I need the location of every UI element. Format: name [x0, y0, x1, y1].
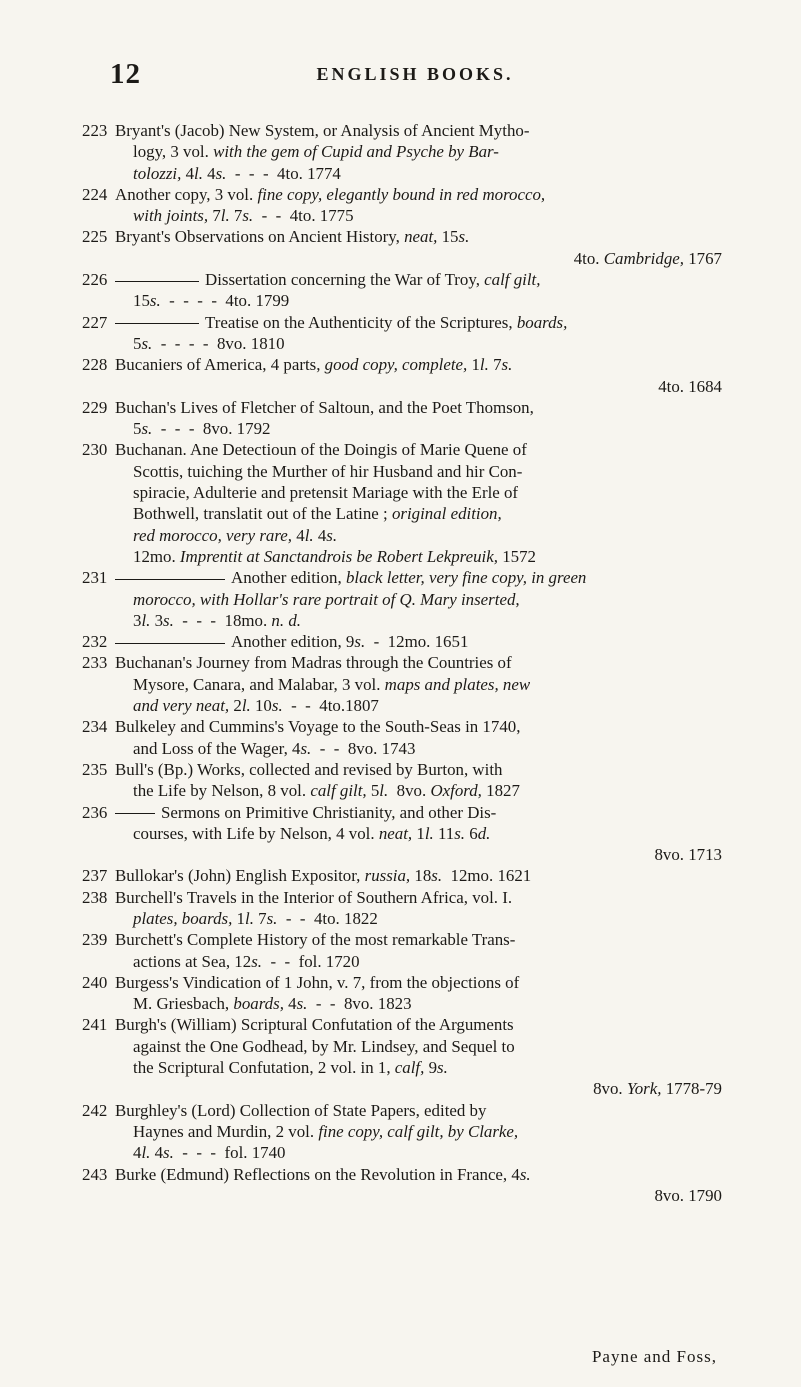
text-run: Buchanan. Ane Detectioun of the Doingis of Marie Quene of: [115, 440, 527, 460]
entry-line: [115, 1036, 722, 1057]
text-run: the Scriptural Confutation, 2 vol. in 1,: [133, 1058, 395, 1078]
entry-line: [115, 823, 722, 844]
italic-text: tolozzi,: [133, 163, 182, 183]
text-run: - - 8vo. 1743: [311, 738, 416, 758]
text-run: spiracie, Adulterie and pretensit Mariage with the Erle of: [133, 483, 519, 503]
italic-text: s.: [149, 291, 161, 311]
text-run: 12mo.: [133, 546, 180, 566]
italic-text: s.: [141, 419, 153, 439]
entry-line: [115, 589, 722, 610]
entry-line: [115, 716, 722, 737]
italic-text: with joints,: [133, 206, 209, 226]
italic-text: plates, boards,: [133, 908, 233, 928]
text-run: M. Griesbach,: [133, 994, 234, 1014]
ditto-dash: [115, 813, 155, 814]
italic-text: fine copy, elegantly bound in red morocco,: [257, 184, 546, 204]
italic-text: n. d.: [271, 610, 301, 630]
text-run: - - - 18mo.: [173, 610, 272, 630]
text-run: 5: [366, 781, 380, 801]
entry-line: [115, 397, 722, 418]
text-run: - - - 8vo. 1792: [152, 419, 271, 439]
page-footer: Payne and Foss,: [591, 1347, 717, 1366]
text-run: Buchanan's Journey from Madras through the Countries of: [115, 653, 512, 673]
catalogue-entry: [82, 1014, 722, 1099]
italic-text: s.: [354, 632, 366, 652]
ditto-dash: [115, 643, 225, 644]
entry-number: 230: [82, 440, 108, 460]
catalogue-entry: [82, 1164, 722, 1207]
text-run: - - 4to.1807: [282, 696, 379, 716]
entry-line: [115, 503, 722, 524]
text-run: Bryant's (Jacob) New System, or Analysis of Ancient Mytho-: [115, 121, 530, 140]
text-run: Bucaniers of America, 4 parts,: [115, 355, 325, 375]
text-run: 4: [150, 1143, 164, 1163]
text-run: 5: [133, 333, 142, 353]
italic-text: l.: [304, 525, 314, 545]
catalogue-entry: [82, 312, 722, 355]
catalogue-entry: [82, 716, 722, 759]
text-run: - - fol. 1720: [262, 951, 360, 971]
entry-line: [115, 333, 722, 354]
page-number: 12: [110, 58, 141, 90]
text-run: 4: [313, 525, 327, 545]
catalogue-entry: [82, 567, 722, 631]
text-run: Buchan's Lives of Fletcher of Saltoun, and the Poet Thomson,: [115, 397, 534, 417]
catalogue-entry: [82, 184, 722, 227]
italic-text: Imprentit at Sanctandrois be Robert Lekpreuik,: [179, 546, 498, 566]
text-run: 15: [437, 227, 459, 247]
text-run: 3: [150, 610, 164, 630]
entry-line: [115, 354, 722, 375]
text-run: 5: [133, 419, 142, 439]
entry-number: 243: [82, 1164, 108, 1184]
entry-line: [115, 248, 722, 269]
text-run: Bull's (Bp.) Works, collected and revised by Burton, with: [115, 759, 503, 779]
entry-line: [115, 141, 722, 162]
text-run: Sermons on Primitive Christianity, and other Dis-: [161, 802, 497, 822]
text-run: Burchell's Travels in the Interior of Southern Africa, vol. I.: [115, 887, 513, 907]
entry-line: [115, 1014, 722, 1035]
text-run: 4to. 1684: [658, 376, 722, 396]
text-run: 4: [202, 163, 216, 183]
entry-number: 233: [82, 653, 108, 673]
text-run: 1827: [481, 781, 520, 801]
italic-text: boards,: [233, 994, 284, 1014]
text-run: Bothwell, translatit out of the Latine ;: [133, 504, 392, 524]
text-run: Bulkeley and Cummins's Voyage to the South-Seas in 1740,: [115, 717, 521, 737]
entry-line: [115, 759, 722, 780]
italic-text: s.: [454, 823, 466, 843]
italic-text: s.: [431, 866, 443, 886]
text-run: - - - 4to. 1774: [226, 163, 341, 183]
entry-line: [115, 163, 722, 184]
italic-text: s.: [296, 994, 308, 1014]
text-run: 4to.: [573, 248, 604, 268]
text-run: 2: [229, 696, 242, 716]
text-run: 18: [410, 866, 432, 886]
catalogue-entry: [82, 354, 722, 397]
italic-text: calf gilt,: [310, 781, 367, 801]
text-run: Burke (Edmund) Reflections on the Revolution in France, 4: [115, 1164, 520, 1184]
text-run: courses, with Life by Nelson, 4 vol.: [133, 823, 379, 843]
catalogue-entry: [82, 120, 722, 184]
text-run: against the One Godhead, by Mr. Lindsey, and Sequel to: [133, 1036, 515, 1056]
italic-text: black letter, very fine copy, in green: [345, 568, 587, 588]
text-run: - - 8vo. 1823: [307, 994, 412, 1014]
text-run: - - - - 8vo. 1810: [152, 333, 285, 353]
catalogue-entry: [82, 802, 722, 866]
italic-text: russia,: [364, 866, 411, 886]
text-run: 4: [292, 525, 305, 545]
italic-text: and very neat,: [133, 696, 230, 716]
italic-text: s.: [501, 355, 513, 375]
text-run: 10: [250, 696, 272, 716]
page-header: [110, 58, 720, 94]
text-run: 7: [229, 206, 243, 226]
text-run: Burchett's Complete History of the most remarkable Trans-: [115, 930, 516, 950]
entry-line: [115, 929, 722, 950]
entry-line: [115, 631, 722, 652]
italic-text: Cambridge,: [603, 248, 684, 268]
entry-line: [115, 802, 722, 823]
entry-number: 241: [82, 1015, 108, 1035]
italic-text: s.: [519, 1164, 531, 1184]
text-run: - - - - 4to. 1799: [160, 291, 290, 311]
text-run: Bullokar's (John) English Expositor,: [115, 866, 365, 886]
entry-line: [115, 461, 722, 482]
entry-number: 238: [82, 887, 108, 907]
text-run: Another edition,: [231, 568, 346, 588]
text-run: 1: [412, 823, 425, 843]
italic-text: s.: [326, 525, 338, 545]
text-run: Burgh's (William) Scriptural Confutation of the Arguments: [115, 1015, 514, 1035]
text-run: 1572: [497, 546, 536, 566]
italic-text: l.: [245, 908, 254, 928]
entry-number: 234: [82, 717, 108, 737]
entry-line: [115, 120, 722, 141]
entry-line: [115, 1164, 722, 1185]
text-run: - - - fol. 1740: [173, 1143, 286, 1163]
italic-text: l.: [141, 610, 151, 630]
entry-number: 236: [82, 802, 108, 822]
text-run: 9: [424, 1058, 438, 1078]
entry-line: [115, 780, 722, 801]
text-run: actions at Sea, 12: [133, 951, 252, 971]
entry-line: [115, 546, 722, 567]
text-run: Bryant's Observations on Ancient History,: [115, 227, 405, 247]
text-run: 15: [133, 291, 150, 311]
text-run: 1767: [683, 248, 722, 268]
entry-line: [115, 418, 722, 439]
text-run: logy, 3 vol.: [133, 142, 214, 162]
italic-text: morocco, with Hollar's rare portrait of Q. Mary inserted,: [133, 589, 520, 609]
entry-line: [115, 652, 722, 673]
catalogue-entry: [82, 865, 722, 886]
text-run: - - 4to. 1775: [253, 206, 354, 226]
italic-text: boards,: [516, 312, 568, 332]
italic-text: calf gilt,: [484, 270, 541, 290]
entry-line: [115, 312, 722, 333]
italic-text: maps and plates, new: [384, 674, 531, 694]
italic-text: s.: [437, 1058, 448, 1078]
entry-number: 224: [82, 184, 108, 204]
text-run: 4: [133, 1143, 142, 1163]
entry-line: [115, 226, 722, 247]
italic-text: s.: [215, 163, 227, 183]
italic-text: fine copy, calf gilt, by Clarke,: [318, 1121, 519, 1141]
italic-text: with the gem of Cupid and Psyche by Bar-: [213, 142, 499, 162]
catalogue-entry: [82, 226, 722, 269]
entry-number: 225: [82, 227, 108, 247]
italic-text: Oxford,: [430, 781, 482, 801]
text-run: 1: [232, 908, 245, 928]
text-run: and Loss of the Wager, 4: [133, 738, 301, 758]
entry-line: [115, 908, 722, 929]
entry-number: 242: [82, 1100, 108, 1120]
italic-text: good copy, complete,: [324, 355, 468, 375]
text-run: Burghley's (Lord) Collection of State Papers, edited by: [115, 1100, 487, 1120]
entry-line: [115, 1121, 722, 1142]
entry-line: [115, 439, 722, 460]
text-run: Burgess's Vindication of 1 John, v. 7, from the objections of: [115, 972, 520, 992]
catalogue-entry: [82, 1100, 722, 1164]
italic-text: d.: [477, 823, 491, 843]
catalogue-entry: [82, 929, 722, 972]
italic-text: l.: [220, 206, 230, 226]
text-run: the Life by Nelson, 8 vol.: [133, 781, 311, 801]
text-run: 4: [283, 994, 297, 1014]
text-run: Haynes and Murdin, 2 vol.: [133, 1121, 319, 1141]
italic-text: s.: [458, 227, 470, 247]
text-run: 3: [133, 610, 142, 630]
text-run: 4: [181, 163, 195, 183]
italic-text: s.: [242, 206, 254, 226]
text-run: 1: [467, 355, 480, 375]
ditto-dash: [115, 323, 199, 324]
text-run: - 12mo. 1651: [365, 632, 469, 652]
entry-number: 235: [82, 759, 108, 779]
entry-line: [115, 1057, 722, 1078]
entry-line: [115, 482, 722, 503]
catalogue-entry: [82, 759, 722, 802]
text-run: 7: [253, 908, 267, 928]
entry-line: [115, 1100, 722, 1121]
entry-number: 223: [82, 121, 108, 140]
catalogue-entry: [82, 397, 722, 440]
catalogue-entry: [82, 439, 722, 567]
entry-line: [115, 184, 722, 205]
italic-text: l.: [479, 355, 489, 375]
italic-text: s.: [163, 610, 174, 630]
text-run: Scottis, tuiching the Murther of hir Husband and hir Con-: [133, 461, 523, 481]
catalogue-entry: [82, 631, 722, 652]
italic-text: l.: [424, 823, 434, 843]
entry-line: [115, 1142, 722, 1163]
entry-number: 227: [82, 312, 108, 332]
text-run: 12mo. 1621: [442, 866, 532, 886]
entry-line: [115, 376, 722, 397]
entry-number: 228: [82, 355, 108, 375]
catalogue-entry: [82, 887, 722, 930]
text-run: 8vo. 1790: [654, 1185, 722, 1205]
italic-text: s.: [163, 1143, 174, 1163]
catalogue-entry: [82, 269, 722, 312]
italic-text: calf,: [394, 1058, 425, 1078]
italic-text: neat,: [378, 823, 413, 843]
running-title: ENGLISH BOOKS.: [316, 64, 514, 84]
entry-number: 231: [82, 568, 108, 588]
italic-text: l.: [379, 781, 389, 801]
ditto-dash: [115, 579, 225, 580]
italic-text: neat,: [404, 227, 438, 247]
text-run: 8vo.: [593, 1079, 627, 1099]
text-run: 7: [208, 206, 221, 226]
entry-number: 240: [82, 972, 108, 992]
text-run: 1778-79: [661, 1079, 722, 1099]
italic-text: York,: [626, 1079, 662, 1099]
text-run: - - 4to. 1822: [277, 908, 378, 928]
text-run: 11: [433, 823, 455, 843]
text-run: 8vo. 1713: [654, 845, 722, 865]
italic-text: s.: [251, 951, 262, 971]
italic-text: s.: [141, 333, 153, 353]
entry-number: 229: [82, 397, 108, 417]
text-run: 7: [488, 355, 502, 375]
catalogue-entry: [82, 652, 722, 716]
text-run: 6: [465, 823, 478, 843]
entry-line: [115, 951, 722, 972]
entry-line: [115, 610, 722, 631]
text-run: Another copy, 3 vol.: [115, 184, 258, 204]
entry-line: [115, 887, 722, 908]
entry-line: [115, 865, 722, 886]
entry-line: [115, 993, 722, 1014]
entry-line: [115, 674, 722, 695]
entry-line: [115, 269, 722, 290]
entry-number: 239: [82, 930, 108, 950]
italic-text: l.: [141, 1143, 151, 1163]
italic-text: l.: [241, 696, 251, 716]
text-run: Treatise on the Authenticity of the Scriptures,: [205, 312, 517, 332]
entry-line: [115, 1185, 722, 1206]
entry-line: [115, 972, 722, 993]
italic-text: s.: [300, 738, 312, 758]
entry-line: [115, 525, 722, 546]
italic-text: s.: [271, 696, 283, 716]
entry-line: [115, 844, 722, 865]
text-run: Another edition, 9: [231, 632, 355, 652]
entry-line: [115, 290, 722, 311]
entry-number: 226: [82, 270, 108, 290]
italic-text: s.: [266, 908, 278, 928]
ditto-dash: [115, 281, 199, 282]
entry-line: [115, 205, 722, 226]
italic-text: original edition,: [391, 504, 502, 524]
entry-number: 232: [82, 632, 108, 652]
italic-text: red morocco, very rare,: [133, 525, 293, 545]
entry-line: [115, 695, 722, 716]
text-run: Mysore, Canara, and Malabar, 3 vol.: [133, 674, 385, 694]
text-run: 8vo.: [388, 781, 431, 801]
catalogue-entries: [82, 120, 722, 1206]
entry-number: 237: [82, 866, 108, 886]
italic-text: l.: [194, 163, 203, 183]
entry-line: [115, 1078, 722, 1099]
entry-line: [115, 567, 722, 588]
catalogue-entry: [82, 972, 722, 1015]
entry-line: [115, 738, 722, 759]
text-run: Dissertation concerning the War of Troy,: [205, 270, 485, 290]
